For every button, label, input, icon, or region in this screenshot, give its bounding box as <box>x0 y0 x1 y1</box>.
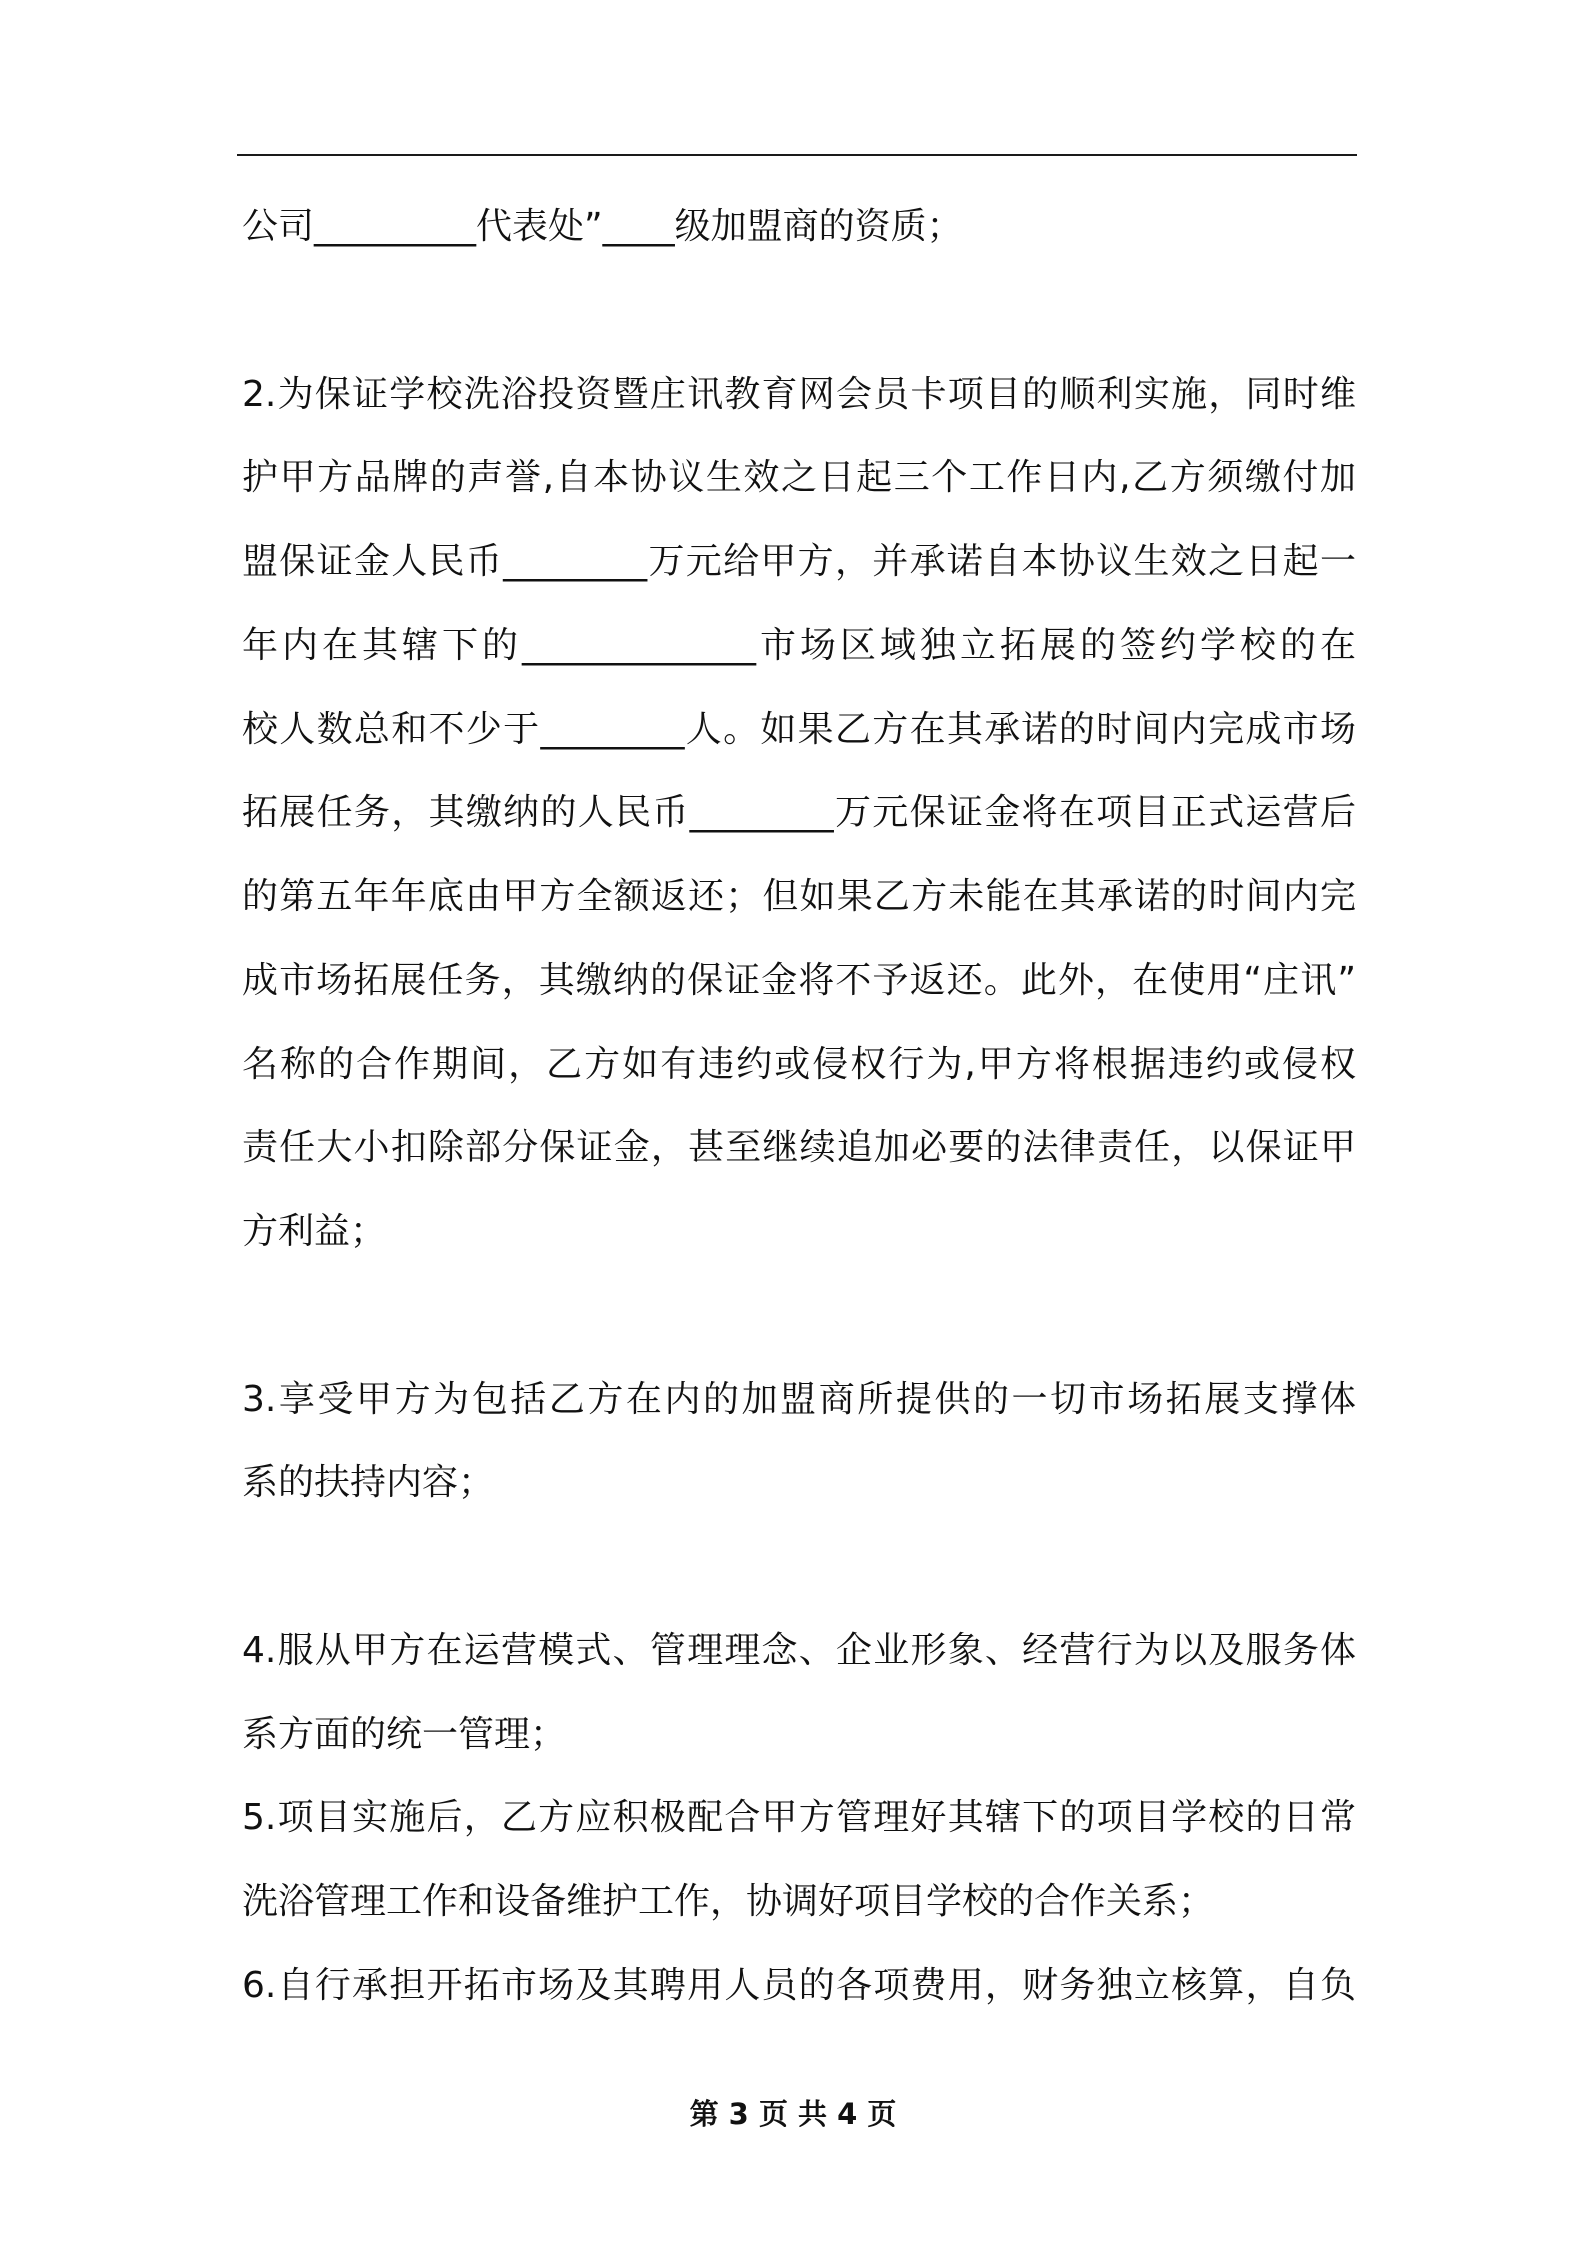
text-line: 3.享受甲方为包括乙方在内的加盟商所提供的一切市场拓展支撑体 <box>242 1378 1356 1420</box>
text-line: 方利益； <box>242 1211 387 1252</box>
text-line: 的第五年年底由甲方全额返还；但如果乙方未能在其承诺的时间内完 <box>242 876 1356 917</box>
text-line: 责任大小扣除部分保证金，甚至继续追加必要的法律责任，以保证甲 <box>242 1127 1356 1169</box>
document-body <box>242 185 1356 2028</box>
text-line: 4.服从甲方在运营模式、管理理念、企业形象、经营行为以及服务体 <box>242 1629 1356 1671</box>
page-number-footer: 第 3 页 共 4 页 <box>689 2097 897 2131</box>
text-line: 洗浴管理工作和设备维护工作，协调好项目学校的合作关系； <box>242 1881 1215 1922</box>
paragraph-1 <box>242 185 1356 269</box>
text-line: 2.为保证学校洗浴投资暨庄讯教育网会员卡项目的顺利实施，同时维 <box>242 373 1356 415</box>
text-line: 成市场拓展任务，其缴纳的保证金将不予返还。此外，在使用“庄讯” <box>242 959 1356 1001</box>
paragraph-3 <box>242 1358 1356 1526</box>
text-line: 盟保证金人民币________万元给甲方，并承诺自本协议生效之日起一 <box>242 541 1356 582</box>
text-line: 5.项目实施后，乙方应积极配合甲方管理好其辖下的项目学校的日常 <box>242 1797 1356 1839</box>
text-line: 校人数总和不少于________人。如果乙方在其承诺的时间内完成市场 <box>242 708 1356 750</box>
paragraph-6 <box>242 1944 1356 2028</box>
text-line: 年内在其辖下的_____________市场区域独立拓展的签约学校的在 <box>242 624 1356 666</box>
blank-line <box>242 1274 1356 1358</box>
text-line: 公司_________代表处”____级加盟商的资质； <box>242 206 963 247</box>
text-line: 系方面的统一管理； <box>242 1713 567 1755</box>
blank-line <box>242 269 1356 353</box>
blank-line <box>242 1525 1356 1609</box>
paragraph-5 <box>242 1776 1356 1944</box>
text-line: 拓展任务，其缴纳的人民币________万元保证金将在项目正式运营后 <box>242 792 1356 834</box>
paragraph-4 <box>242 1609 1356 1777</box>
header-rule <box>237 154 1357 156</box>
text-line: 系的扶持内容； <box>242 1462 495 1504</box>
text-line: 护甲方品牌的声誉,自本协议生效之日起三个工作日内,乙方须缴付加 <box>242 457 1356 499</box>
text-line: 名称的合作期间，乙方如有违约或侵权行为,甲方将根据违约或侵权 <box>242 1043 1356 1085</box>
paragraph-2 <box>242 353 1356 1274</box>
text-line: 6.自行承担开拓市场及其聘用人员的各项费用，财务独立核算，自负 <box>242 1964 1356 2006</box>
